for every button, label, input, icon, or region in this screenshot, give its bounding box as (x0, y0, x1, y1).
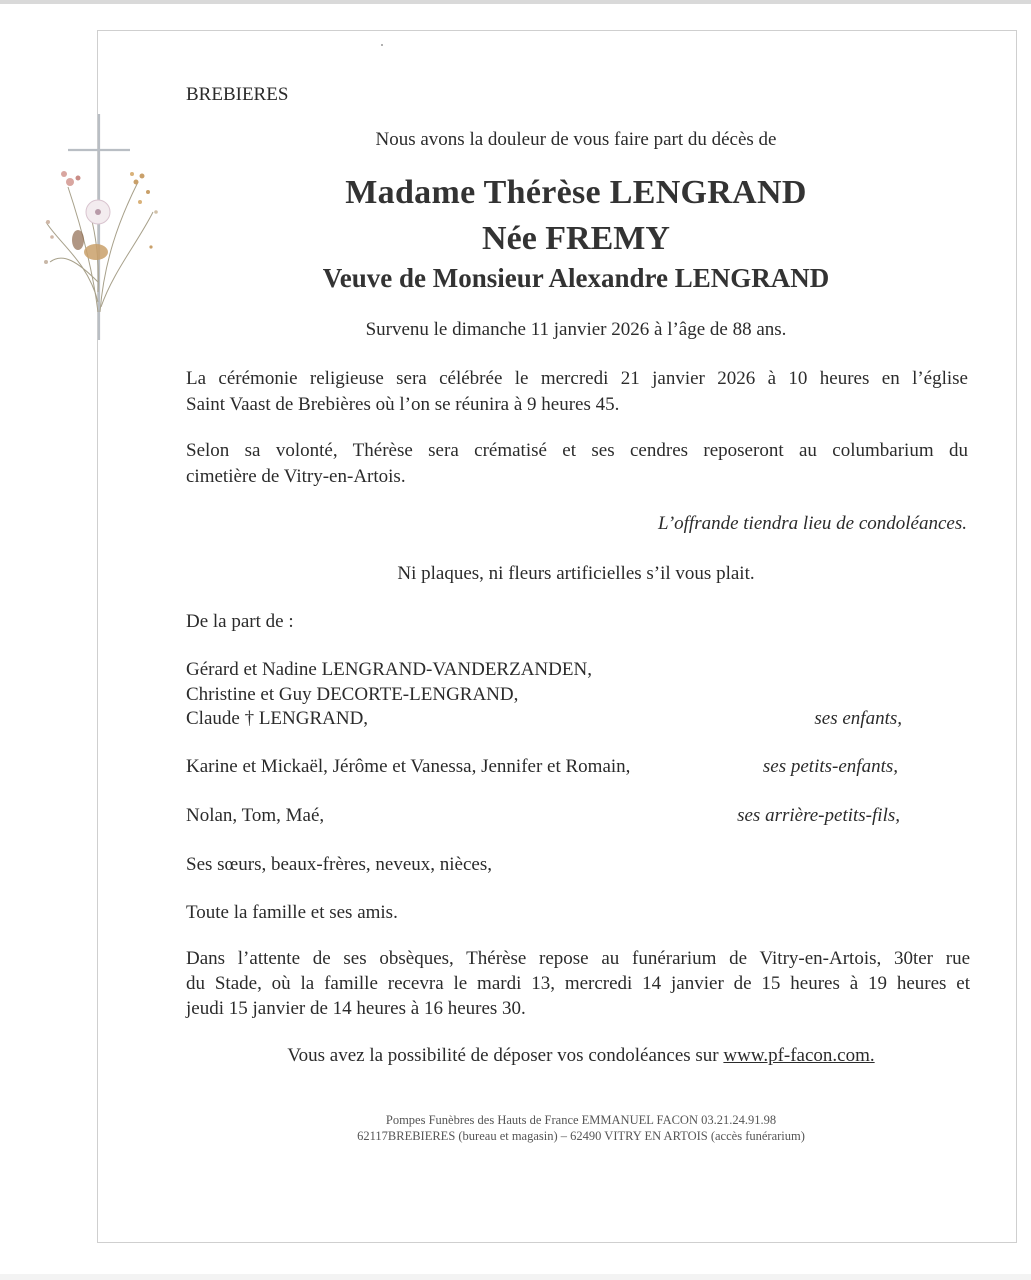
siblings-line: Ses sœurs, beaux-frères, neveux, nièces, (186, 854, 493, 875)
children-relation: ses enfants, (814, 708, 902, 729)
birth-name: Née FREMY (482, 220, 670, 257)
children-row (186, 706, 902, 731)
offering-note: L’offrande tiendra lieu de condoléances. (657, 513, 967, 534)
visitation-line-3: jeudi 15 janvier de 14 heures à 16 heures 30. (186, 998, 526, 1019)
no-plaques-note: Ni plaques, ni fleurs artificielles s’il vous plait. (397, 563, 755, 584)
footer-line-2: 62117BREBIERES (bureau et magasin) – 62490 VITRY EN ARTOIS (accès funérarium) (357, 1129, 805, 1143)
visitation-line-1: Dans l’attente de ses obsèques, Thérèse repose au funérarium de Vitry-en-Artois, 30ter rue (186, 948, 970, 969)
ceremony-line-2: Saint Vaast de Brebières où l’on se réunira à 9 heures 45. (186, 394, 620, 415)
child-3: Claude † LENGRAND, (186, 708, 369, 729)
condolences-text: Vous avez la possibilité de déposer vos condoléances sur (287, 1045, 724, 1066)
grandchildren-names: Karine et Mickaël, Jérôme et Vanessa, Jennifer et Romain, (186, 756, 631, 777)
great-grandchildren-relation: ses arrière-petits-fils, (737, 805, 900, 826)
cremation-line-2: cimetière de Vitry-en-Artois. (186, 466, 406, 487)
child-2: Christine et Guy DECORTE-LENGRAND, (186, 684, 519, 705)
scan-edge-top (0, 0, 1031, 4)
footer-line-1: Pompes Funèbres des Hauts de France EMMANUEL FACON 03.21.24.91.98 (385, 1113, 777, 1127)
great-grandchildren-row (186, 803, 900, 828)
ceremony-line-1: La cérémonie religieuse sera célébrée le mercredi 21 janvier 2026 à 10 heures en l’église (186, 368, 968, 389)
family-all-line: Toute la famille et ses amis. (186, 902, 398, 923)
great-grandchildren-names: Nolan, Tom, Maé, (186, 805, 325, 826)
cremation-line-1: Selon sa volonté, Thérèse sera crématisé et ses cendres reposeront au columbarium du (186, 440, 968, 461)
intro-line: Nous avons la douleur de vous faire part du décès de (375, 129, 777, 150)
death-info: Survenu le dimanche 11 janvier 2026 à l’âge de 88 ans. (365, 319, 787, 340)
visitation-line-2: du Stade, où la famille recevra le mardi 13, mercredi 14 janvier de 15 heures à 19 heures et (186, 973, 970, 994)
location: BREBIERES (186, 84, 289, 105)
cremation-paragraph (186, 438, 968, 490)
scan-speck (381, 44, 383, 46)
cross-flowers-icon (38, 112, 168, 344)
widow-line: Veuve de Monsieur Alexandre LENGRAND (322, 263, 830, 293)
from-label: De la part de : (186, 611, 294, 632)
condolences-line (186, 1043, 976, 1068)
visitation-paragraph (186, 946, 970, 1021)
condolences-link[interactable]: www.pf-facon.com. (723, 1045, 875, 1066)
grandchildren-row (186, 754, 898, 779)
child-1: Gérard et Nadine LENGRAND-VANDERZANDEN, (186, 659, 592, 680)
deceased-name: Madame Thérèse LENGRAND (345, 174, 807, 211)
ceremony-paragraph (186, 366, 968, 418)
grandchildren-relation: ses petits-enfants, (762, 756, 898, 777)
scan-edge-bottom (0, 1274, 1031, 1280)
